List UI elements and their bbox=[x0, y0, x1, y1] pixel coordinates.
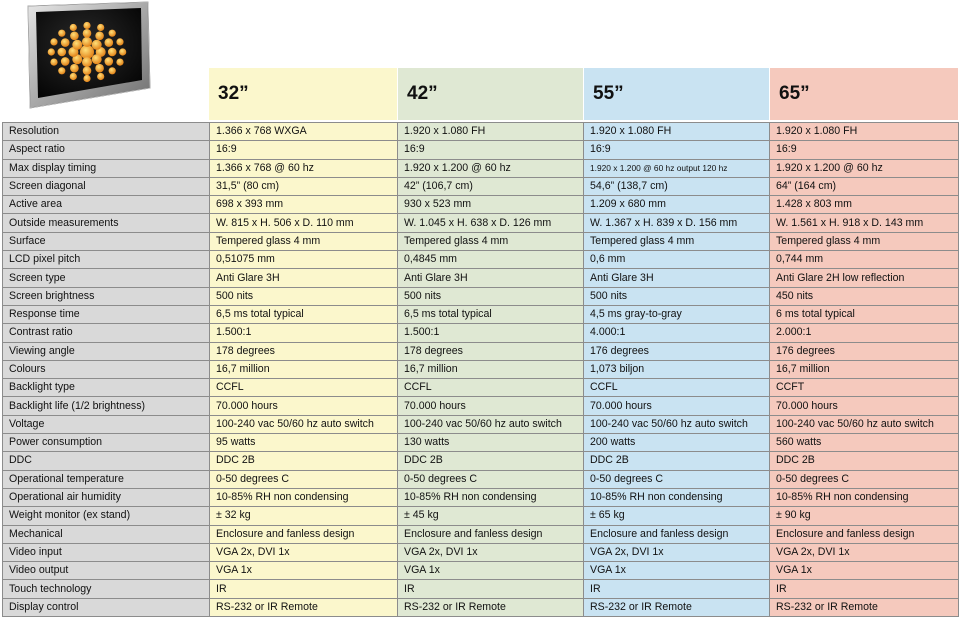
spec-value-32: 95 watts bbox=[210, 434, 398, 452]
spec-value-65: 0-50 degrees C bbox=[770, 470, 959, 488]
spec-value-42: VGA 2x, DVI 1x bbox=[398, 543, 584, 561]
spec-value-55: ± 65 kg bbox=[584, 507, 770, 525]
spec-value-65: VGA 2x, DVI 1x bbox=[770, 543, 959, 561]
spec-value-65: 6 ms total typical bbox=[770, 305, 959, 323]
spec-label: Video output bbox=[3, 562, 210, 580]
spec-value-65: IR bbox=[770, 580, 959, 598]
spec-value-55: 1.209 x 680 mm bbox=[584, 196, 770, 214]
spec-row bbox=[3, 379, 959, 397]
spec-row bbox=[3, 415, 959, 433]
spec-value-65: 100-240 vac 50/60 hz auto switch bbox=[770, 415, 959, 433]
spec-value-55: CCFL bbox=[584, 379, 770, 397]
spec-label: Active area bbox=[3, 196, 210, 214]
spec-value-32: 178 degrees bbox=[210, 342, 398, 360]
spec-value-65: 16,7 million bbox=[770, 360, 959, 378]
spec-label: Video input bbox=[3, 543, 210, 561]
spec-label: Outside measurements bbox=[3, 214, 210, 232]
spec-value-42: W. 1.045 x H. 638 x D. 126 mm bbox=[398, 214, 584, 232]
spec-row bbox=[3, 562, 959, 580]
spec-label: Screen diagonal bbox=[3, 177, 210, 195]
spec-label: Aspect ratio bbox=[3, 141, 210, 159]
spec-row bbox=[3, 287, 959, 305]
spec-label: Screen type bbox=[3, 269, 210, 287]
screen-button-icon bbox=[105, 57, 114, 66]
spec-value-42: IR bbox=[398, 580, 584, 598]
spec-row bbox=[3, 434, 959, 452]
header-42-inch: 42” bbox=[398, 68, 583, 120]
screen-button-icon bbox=[92, 54, 102, 64]
spec-value-42: 130 watts bbox=[398, 434, 584, 452]
spec-value-55: RS-232 or IR Remote bbox=[584, 598, 770, 616]
spec-value-32: VGA 1x bbox=[210, 562, 398, 580]
spec-value-42: 1.920 x 1.080 FH bbox=[398, 123, 584, 141]
spec-value-42: 16:9 bbox=[398, 141, 584, 159]
spec-value-65: DDC 2B bbox=[770, 452, 959, 470]
spec-value-32: 100-240 vac 50/60 hz auto switch bbox=[210, 415, 398, 433]
spec-value-65: 16:9 bbox=[770, 141, 959, 159]
spec-value-32: 31,5” (80 cm) bbox=[210, 177, 398, 195]
spec-row bbox=[3, 324, 959, 342]
spec-value-65: 560 watts bbox=[770, 434, 959, 452]
screen-button-icon bbox=[70, 32, 79, 41]
spec-table bbox=[2, 122, 959, 617]
screen-button-icon bbox=[116, 38, 123, 45]
spec-value-55: 100-240 vac 50/60 hz auto switch bbox=[584, 415, 770, 433]
spec-value-42: CCFL bbox=[398, 379, 584, 397]
spec-row bbox=[3, 452, 959, 470]
spec-label: Response time bbox=[3, 305, 210, 323]
spec-value-65: ± 90 kg bbox=[770, 507, 959, 525]
spec-value-32: Enclosure and fanless design bbox=[210, 525, 398, 543]
spec-row bbox=[3, 543, 959, 561]
spec-value-65: 1.920 x 1.200 @ 60 hz bbox=[770, 159, 959, 177]
header-32-inch: 32” bbox=[209, 68, 397, 120]
screen-button-icon bbox=[83, 29, 92, 38]
spec-label: Backlight life (1/2 brightness) bbox=[3, 397, 210, 415]
spec-value-55: 1.920 x 1.200 @ 60 hz output 120 hz bbox=[584, 159, 770, 177]
spec-value-65: Enclosure and fanless design bbox=[770, 525, 959, 543]
spec-value-42: Tempered glass 4 mm bbox=[398, 232, 584, 250]
spec-value-65: 2.000:1 bbox=[770, 324, 959, 342]
spec-value-65: 0,744 mm bbox=[770, 251, 959, 269]
screen-button-icon bbox=[108, 48, 117, 57]
spec-label: Weight monitor (ex stand) bbox=[3, 507, 210, 525]
spec-value-65: CCFT bbox=[770, 379, 959, 397]
spec-value-42: 100-240 vac 50/60 hz auto switch bbox=[398, 415, 584, 433]
screen-button-icon bbox=[72, 40, 82, 50]
spec-value-65: 1.428 x 803 mm bbox=[770, 196, 959, 214]
spec-value-32: VGA 2x, DVI 1x bbox=[210, 543, 398, 561]
spec-value-42: VGA 1x bbox=[398, 562, 584, 580]
spec-value-32: 698 x 393 mm bbox=[210, 196, 398, 214]
spec-row bbox=[3, 525, 959, 543]
size-header-row bbox=[0, 68, 960, 120]
screen-button-icon bbox=[50, 59, 57, 66]
spec-value-32: CCFL bbox=[210, 379, 398, 397]
spec-value-32: 6,5 ms total typical bbox=[210, 305, 398, 323]
spec-value-55: 4.000:1 bbox=[584, 324, 770, 342]
screen-button-icon bbox=[92, 40, 102, 50]
spec-value-55: Tempered glass 4 mm bbox=[584, 232, 770, 250]
spec-value-32: Anti Glare 3H bbox=[210, 269, 398, 287]
screen-button-icon bbox=[58, 30, 65, 37]
screen-button-icon bbox=[58, 48, 67, 57]
screen-button-icon bbox=[119, 48, 126, 55]
spec-value-32: 10-85% RH non condensing bbox=[210, 488, 398, 506]
spec-value-55: 0-50 degrees C bbox=[584, 470, 770, 488]
spec-value-42: 6,5 ms total typical bbox=[398, 305, 584, 323]
screen-button-icon bbox=[97, 24, 104, 31]
spec-value-65: W. 1.561 x H. 918 x D. 143 mm bbox=[770, 214, 959, 232]
spec-value-42: RS-232 or IR Remote bbox=[398, 598, 584, 616]
spec-value-32: DDC 2B bbox=[210, 452, 398, 470]
spec-label: Colours bbox=[3, 360, 210, 378]
spec-label: Contrast ratio bbox=[3, 324, 210, 342]
spec-value-65: 64” (164 cm) bbox=[770, 177, 959, 195]
screen-button-icon bbox=[95, 32, 104, 41]
spec-value-65: 10-85% RH non condensing bbox=[770, 488, 959, 506]
screen-button-icon bbox=[61, 57, 70, 66]
spec-value-32: 16:9 bbox=[210, 141, 398, 159]
spec-value-65: VGA 1x bbox=[770, 562, 959, 580]
spec-label: Operational air humidity bbox=[3, 488, 210, 506]
spec-label: Screen brightness bbox=[3, 287, 210, 305]
spec-row bbox=[3, 470, 959, 488]
screen-button-icon bbox=[105, 38, 114, 47]
spec-value-42: 930 x 523 mm bbox=[398, 196, 584, 214]
spec-value-55: Anti Glare 3H bbox=[584, 269, 770, 287]
spec-row bbox=[3, 159, 959, 177]
screen-button-icon bbox=[83, 22, 90, 29]
spec-value-42: 1.920 x 1.200 @ 60 hz bbox=[398, 159, 584, 177]
spec-value-32: 0-50 degrees C bbox=[210, 470, 398, 488]
spec-value-42: 42” (106,7 cm) bbox=[398, 177, 584, 195]
spec-value-55: 176 degrees bbox=[584, 342, 770, 360]
spec-value-65: 176 degrees bbox=[770, 342, 959, 360]
spec-value-65: Tempered glass 4 mm bbox=[770, 232, 959, 250]
spec-value-65: 1.920 x 1.080 FH bbox=[770, 123, 959, 141]
spec-row bbox=[3, 580, 959, 598]
spec-row bbox=[3, 305, 959, 323]
screen-button-icon bbox=[48, 48, 55, 55]
spec-value-32: Tempered glass 4 mm bbox=[210, 232, 398, 250]
spec-value-42: 500 nits bbox=[398, 287, 584, 305]
spec-value-32: 16,7 million bbox=[210, 360, 398, 378]
spec-row bbox=[3, 232, 959, 250]
spec-label: Display control bbox=[3, 598, 210, 616]
spec-value-55: 54,6” (138,7 cm) bbox=[584, 177, 770, 195]
spec-label: Power consumption bbox=[3, 434, 210, 452]
spec-value-32: 1.366 x 768 WXGA bbox=[210, 123, 398, 141]
spec-row bbox=[3, 598, 959, 616]
spec-value-42: 10-85% RH non condensing bbox=[398, 488, 584, 506]
spec-value-55: DDC 2B bbox=[584, 452, 770, 470]
spec-row bbox=[3, 360, 959, 378]
spec-label: Viewing angle bbox=[3, 342, 210, 360]
spec-label: Operational temperature bbox=[3, 470, 210, 488]
screen-button-icon bbox=[116, 59, 123, 66]
spec-value-42: Enclosure and fanless design bbox=[398, 525, 584, 543]
spec-row bbox=[3, 123, 959, 141]
spec-value-32: RS-232 or IR Remote bbox=[210, 598, 398, 616]
spec-value-42: 70.000 hours bbox=[398, 397, 584, 415]
spec-row bbox=[3, 269, 959, 287]
spec-row bbox=[3, 397, 959, 415]
spec-value-55: 500 nits bbox=[584, 287, 770, 305]
screen-button-icon bbox=[80, 45, 94, 59]
spec-value-65: 450 nits bbox=[770, 287, 959, 305]
spec-value-42: Anti Glare 3H bbox=[398, 269, 584, 287]
spec-value-55: 1,073 biljon bbox=[584, 360, 770, 378]
spec-value-32: 500 nits bbox=[210, 287, 398, 305]
spec-value-55: W. 1.367 x H. 839 x D. 156 mm bbox=[584, 214, 770, 232]
spec-value-42: 178 degrees bbox=[398, 342, 584, 360]
header-65-inch: 65” bbox=[770, 68, 958, 120]
spec-value-42: DDC 2B bbox=[398, 452, 584, 470]
spec-value-55: Enclosure and fanless design bbox=[584, 525, 770, 543]
spec-value-55: 70.000 hours bbox=[584, 397, 770, 415]
spec-value-32: 1.366 x 768 @ 60 hz bbox=[210, 159, 398, 177]
screen-button-icon bbox=[82, 57, 92, 67]
screen-button-icon bbox=[50, 38, 57, 45]
spec-value-55: VGA 1x bbox=[584, 562, 770, 580]
spec-value-55: 10-85% RH non condensing bbox=[584, 488, 770, 506]
spec-value-65: Anti Glare 2H low reflection bbox=[770, 269, 959, 287]
spec-value-32: 0,51075 mm bbox=[210, 251, 398, 269]
spec-value-42: ± 45 kg bbox=[398, 507, 584, 525]
spec-value-42: 1.500:1 bbox=[398, 324, 584, 342]
spec-label: Mechanical bbox=[3, 525, 210, 543]
spec-row bbox=[3, 141, 959, 159]
spec-value-55: 4,5 ms gray-to-gray bbox=[584, 305, 770, 323]
screen-button-icon bbox=[70, 24, 77, 31]
spec-value-55: 1.920 x 1.080 FH bbox=[584, 123, 770, 141]
spec-label: Voltage bbox=[3, 415, 210, 433]
spec-row bbox=[3, 251, 959, 269]
spec-label: DDC bbox=[3, 452, 210, 470]
spec-label: LCD pixel pitch bbox=[3, 251, 210, 269]
spec-value-55: 200 watts bbox=[584, 434, 770, 452]
spec-value-65: 70.000 hours bbox=[770, 397, 959, 415]
spec-value-55: IR bbox=[584, 580, 770, 598]
spec-label: Resolution bbox=[3, 123, 210, 141]
spec-row bbox=[3, 196, 959, 214]
spec-value-42: 0,4845 mm bbox=[398, 251, 584, 269]
spec-value-32: ± 32 kg bbox=[210, 507, 398, 525]
spec-value-32: 70.000 hours bbox=[210, 397, 398, 415]
spec-value-65: RS-232 or IR Remote bbox=[770, 598, 959, 616]
spec-row bbox=[3, 507, 959, 525]
spec-value-55: VGA 2x, DVI 1x bbox=[584, 543, 770, 561]
spec-value-42: 16,7 million bbox=[398, 360, 584, 378]
spec-value-32: 1.500:1 bbox=[210, 324, 398, 342]
spec-value-55: 0,6 mm bbox=[584, 251, 770, 269]
spec-label: Touch technology bbox=[3, 580, 210, 598]
spec-value-32: W. 815 x H. 506 x D. 110 mm bbox=[210, 214, 398, 232]
spec-label: Max display timing bbox=[3, 159, 210, 177]
spec-row bbox=[3, 177, 959, 195]
spec-row bbox=[3, 342, 959, 360]
screen-button-icon bbox=[61, 38, 70, 47]
spec-label: Backlight type bbox=[3, 379, 210, 397]
spec-value-55: 16:9 bbox=[584, 141, 770, 159]
screen-button-icon bbox=[109, 30, 116, 37]
spec-row bbox=[3, 488, 959, 506]
spec-value-42: 0-50 degrees C bbox=[398, 470, 584, 488]
header-55-inch: 55” bbox=[584, 68, 769, 120]
screen-button-icon bbox=[82, 37, 92, 47]
spec-row bbox=[3, 214, 959, 232]
spec-label: Surface bbox=[3, 232, 210, 250]
spec-value-32: IR bbox=[210, 580, 398, 598]
